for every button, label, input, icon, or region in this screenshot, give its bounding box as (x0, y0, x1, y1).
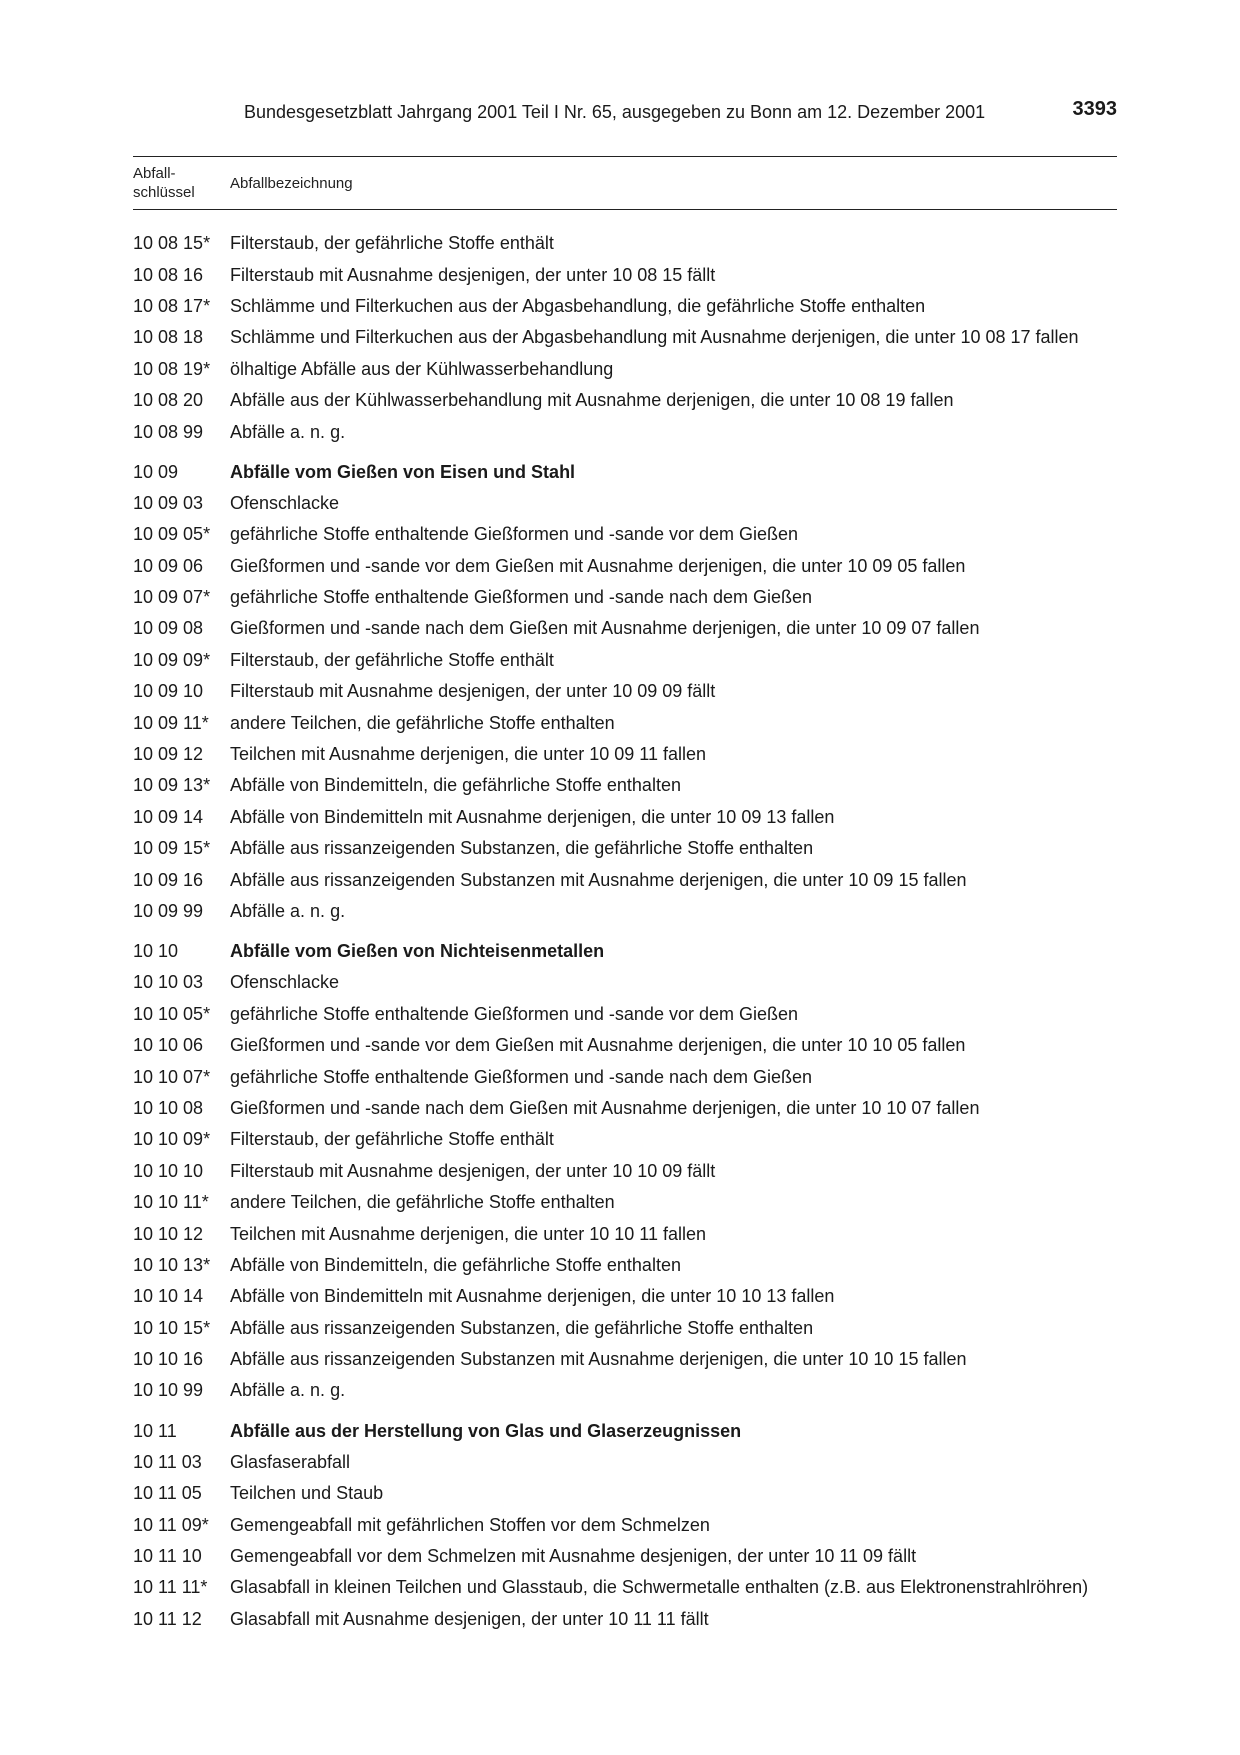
waste-code: 10 11 11* (133, 1577, 208, 1598)
waste-code: 10 10 05* (133, 1003, 211, 1024)
waste-description: andere Teilchen, die gefährliche Stoffe enthalten (230, 712, 615, 733)
waste-code: 10 11 09* (133, 1514, 209, 1535)
waste-description: gefährliche Stoffe enthaltende Gießformen und -sande vor dem Gießen (230, 1003, 799, 1024)
table-row (133, 1375, 1117, 1406)
table-header (133, 157, 1117, 209)
waste-description: Ofenschlacke (230, 972, 340, 993)
waste-code: 10 09 11* (133, 712, 209, 733)
table-row (133, 1541, 1117, 1572)
table-row (133, 707, 1117, 738)
waste-description: Gemengeabfall mit gefährlichen Stoffen vor dem Schmelzen (230, 1514, 710, 1535)
column-header-key-line1: Abfall- (133, 165, 176, 182)
waste-code: 10 09 15* (133, 838, 211, 859)
waste-description: Abfälle von Bindemitteln, die gefährliche Stoffe enthalten (230, 775, 681, 796)
waste-code: 10 09 99 (133, 901, 204, 921)
waste-code: 10 10 13* (133, 1254, 211, 1275)
waste-description: Glasfaserabfall (230, 1451, 351, 1472)
page-header (133, 98, 1117, 128)
waste-description: Schlämme und Filterkuchen aus der Abgasbehandlung, die gefährliche Stoffe enthalten (230, 295, 926, 316)
table-row (133, 1030, 1117, 1061)
waste-code: 10 10 16 (133, 1349, 204, 1370)
waste-description: gefährliche Stoffe enthaltende Gießformen und -sande vor dem Gießen (230, 524, 799, 545)
waste-description: Abfälle aus rissanzeigenden Substanzen mit Ausnahme derjenigen, die unter 10 10 15 fallen (230, 1349, 967, 1370)
table-row (133, 519, 1117, 550)
table-row (133, 645, 1117, 676)
waste-description: Glasabfall mit Ausnahme desjenigen, der unter 10 11 11 fällt (230, 1608, 709, 1629)
waste-code: 10 09 12 (133, 744, 204, 765)
table-row (133, 613, 1117, 644)
table-row (133, 1187, 1117, 1218)
group-title: Abfälle vom Gießen von Eisen und Stahl (230, 461, 576, 482)
table-row (133, 354, 1117, 385)
table-row (133, 999, 1117, 1030)
waste-code: 10 10 08 (133, 1097, 204, 1118)
table-row (133, 967, 1117, 998)
waste-code: 10 10 12 (133, 1223, 204, 1244)
table-row (133, 896, 1117, 927)
waste-code-table (133, 156, 1117, 1635)
waste-code: 10 08 20 (133, 390, 204, 411)
waste-code: 10 11 03 (133, 1451, 202, 1472)
waste-code: 10 08 15* (133, 233, 211, 254)
waste-code: 10 09 08 (133, 618, 204, 639)
waste-code: 10 08 16 (133, 264, 204, 285)
waste-description: Abfälle aus rissanzeigenden Substanzen, die gefährliche Stoffe enthalten (230, 1317, 814, 1338)
waste-description: Filterstaub, der gefährliche Stoffe enthält (230, 649, 554, 670)
waste-code: 10 10 09* (133, 1129, 211, 1150)
waste-description: Abfälle a. n. g. (230, 1380, 346, 1401)
waste-description: Filterstaub mit Ausnahme desjenigen, der unter 10 09 09 fällt (230, 681, 716, 702)
waste-description: Abfälle von Bindemitteln mit Ausnahme derjenigen, die unter 10 10 13 fallen (230, 1286, 835, 1307)
table-row (133, 1250, 1117, 1281)
table-row (133, 676, 1117, 707)
waste-code: 10 08 18 (133, 327, 204, 348)
waste-description: Gießformen und -sande vor dem Gießen mit Ausnahme derjenigen, die unter 10 09 05 fallen (230, 555, 966, 576)
waste-code: 10 10 07* (133, 1066, 211, 1087)
waste-code: 10 09 (133, 461, 179, 482)
waste-code: 10 09 16 (133, 869, 204, 890)
table-row (133, 291, 1117, 322)
waste-code: 10 11 (133, 1420, 177, 1441)
table-row (133, 259, 1117, 290)
table-group-row (133, 1416, 1117, 1447)
waste-code: 10 08 19* (133, 358, 211, 379)
table-row (133, 1124, 1117, 1155)
table-row (133, 385, 1117, 416)
waste-code: 10 11 12 (133, 1608, 202, 1629)
waste-description: andere Teilchen, die gefährliche Stoffe enthalten (230, 1192, 615, 1213)
table-row (133, 802, 1117, 833)
table-row (133, 1093, 1117, 1124)
waste-code: 10 09 07* (133, 587, 211, 608)
table-row (133, 488, 1117, 519)
waste-description: gefährliche Stoffe enthaltende Gießformen und -sande nach dem Gießen (230, 587, 813, 608)
waste-description: Filterstaub, der gefährliche Stoffe enthält (230, 233, 554, 254)
waste-description: Ofenschlacke (230, 492, 340, 513)
column-header-description: Abfallbezeichnung (230, 174, 353, 192)
waste-code: 10 10 99 (133, 1380, 204, 1401)
table-row (133, 551, 1117, 582)
waste-code: 10 10 10 (133, 1160, 204, 1181)
waste-description: Filterstaub, der gefährliche Stoffe enthält (230, 1129, 554, 1150)
table-row (133, 833, 1117, 864)
waste-code: 10 08 99 (133, 421, 204, 442)
table-row (133, 416, 1117, 447)
waste-code: 10 09 05* (133, 524, 211, 545)
waste-code: 10 09 03 (133, 492, 204, 513)
table-group-row (133, 936, 1117, 967)
page-title: Bundesgesetzblatt Jahrgang 2001 Teil I Nr. 65, ausgegeben zu Bonn am 12. Dezember 2001 (244, 102, 986, 122)
waste-description: Schlämme und Filterkuchen aus der Abgasbehandlung mit Ausnahme derjenigen, die unter 10 08 17 fallen (230, 327, 1079, 348)
table-row (133, 770, 1117, 801)
table-row (133, 1447, 1117, 1478)
waste-code: 10 09 14 (133, 806, 204, 827)
waste-description: Teilchen und Staub (230, 1483, 384, 1504)
table-row (133, 1218, 1117, 1249)
waste-code: 10 10 03 (133, 972, 204, 993)
waste-description: Abfälle a. n. g. (230, 901, 346, 921)
waste-description: Teilchen mit Ausnahme derjenigen, die unter 10 10 11 fallen (230, 1223, 706, 1244)
waste-code: 10 09 10 (133, 681, 204, 702)
group-title: Abfälle vom Gießen von Nichteisenmetallen (230, 941, 605, 962)
waste-description: Abfälle von Bindemitteln mit Ausnahme derjenigen, die unter 10 09 13 fallen (230, 806, 835, 827)
table-body (133, 210, 1117, 1635)
waste-description: Gießformen und -sande vor dem Gießen mit Ausnahme derjenigen, die unter 10 10 05 fallen (230, 1035, 966, 1056)
table-row (133, 1604, 1117, 1635)
waste-code: 10 09 06 (133, 555, 204, 576)
page-number: 3393 (1072, 98, 1117, 120)
waste-description: Abfälle aus der Kühlwasserbehandlung mit Ausnahme derjenigen, die unter 10 08 19 fallen (230, 390, 954, 411)
waste-description: Filterstaub mit Ausnahme desjenigen, der unter 10 10 09 fällt (230, 1160, 716, 1181)
waste-description: Filterstaub mit Ausnahme desjenigen, der unter 10 08 15 fällt (230, 264, 716, 285)
waste-description: Gießformen und -sande nach dem Gießen mit Ausnahme derjenigen, die unter 10 10 07 fallen (230, 1097, 980, 1118)
waste-code: 10 10 (133, 941, 179, 962)
table-row (133, 1478, 1117, 1509)
waste-description: Abfälle aus rissanzeigenden Substanzen, die gefährliche Stoffe enthalten (230, 838, 814, 859)
waste-description: Teilchen mit Ausnahme derjenigen, die unter 10 09 11 fallen (230, 744, 706, 765)
table-row (133, 1156, 1117, 1187)
table-row (133, 582, 1117, 613)
waste-description: Abfälle aus rissanzeigenden Substanzen mit Ausnahme derjenigen, die unter 10 09 15 fallen (230, 869, 967, 890)
table-row (133, 228, 1117, 259)
table-row (133, 1509, 1117, 1540)
waste-code: 10 09 13* (133, 775, 211, 796)
waste-description: Gießformen und -sande nach dem Gießen mit Ausnahme derjenigen, die unter 10 09 07 fallen (230, 618, 980, 639)
column-header-key (133, 164, 230, 202)
table-row (133, 739, 1117, 770)
column-header-key-line2: schlüssel (133, 184, 195, 201)
table-group-row (133, 457, 1117, 488)
table-row (133, 1344, 1117, 1375)
waste-description: Abfälle von Bindemitteln, die gefährliche Stoffe enthalten (230, 1254, 681, 1275)
waste-description: Glasabfall in kleinen Teilchen und Glasstaub, die Schwermetalle enthalten (z.B. aus Elektronenstrahlröhren) (230, 1577, 1089, 1598)
table-row (133, 1061, 1117, 1092)
waste-code: 10 11 05 (133, 1483, 202, 1504)
waste-code: 10 10 11* (133, 1192, 209, 1213)
waste-code: 10 10 14 (133, 1286, 204, 1307)
table-row (133, 322, 1117, 353)
table-row (133, 1313, 1117, 1344)
waste-code: 10 08 17* (133, 295, 211, 316)
waste-code: 10 10 15* (133, 1317, 211, 1338)
table-row (133, 1572, 1117, 1603)
waste-code: 10 11 10 (133, 1546, 202, 1567)
waste-description: Abfälle a. n. g. (230, 421, 346, 442)
waste-description: Gemengeabfall vor dem Schmelzen mit Ausnahme desjenigen, der unter 10 11 09 fällt (230, 1546, 917, 1567)
waste-code: 10 09 09* (133, 649, 211, 670)
group-title: Abfälle aus der Herstellung von Glas und Glaserzeugnissen (230, 1420, 742, 1441)
table-row (133, 1281, 1117, 1312)
waste-description: ölhaltige Abfälle aus der Kühlwasserbehandlung (230, 358, 614, 379)
waste-description: gefährliche Stoffe enthaltende Gießformen und -sande nach dem Gießen (230, 1066, 813, 1087)
waste-code: 10 10 06 (133, 1035, 204, 1056)
table-row (133, 864, 1117, 895)
